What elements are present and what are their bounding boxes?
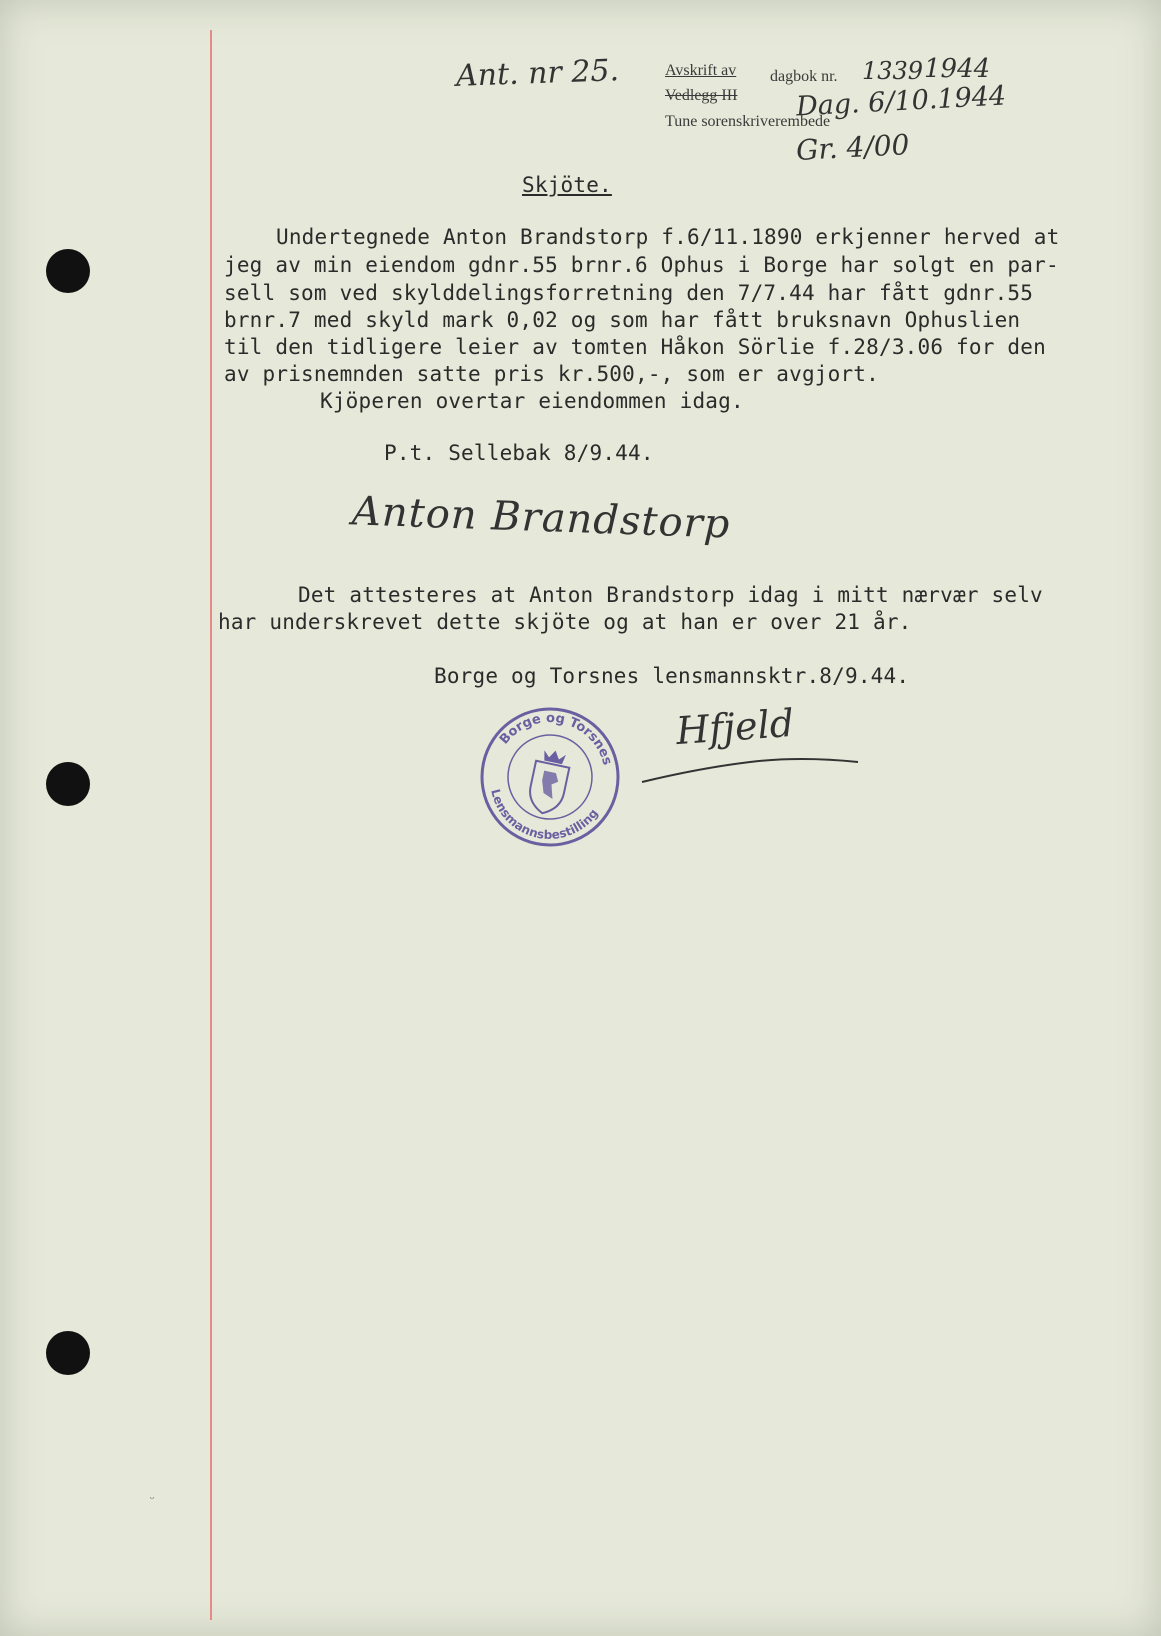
official-stamp [475,702,625,852]
officer-signature: Hfjeld [674,700,796,754]
body-line-3: sell som ved skylddelingsforretning den 7/7.44 har fått gdnr.55 [224,281,1034,305]
office-name: Tune sorenskriverembede [665,113,831,130]
dagbok-label: dagbok nr. [770,68,838,85]
stamp-bottom-text: Lensmannsbestilling [488,787,601,843]
officer-signature-stroke [640,720,860,790]
punch-hole-middle [46,762,90,806]
office-date: Borge og Torsnes lensmannsktr.8/9.44. [434,664,910,688]
attest-line-1: Det attesteres at Anton Brandstorp idag i mitt nærvær selv [298,583,1043,607]
body-line-2: jeg av min eiendom gdnr.55 brnr.6 Ophus i Borge har solgt en par- [224,253,1059,277]
date-handwritten: Dag. 6/10.1944 [795,80,1007,123]
body-line-4: brnr.7 med skyld mark 0,02 og som har fått bruksnavn Ophuslien [224,308,1021,332]
corner-mark: ᵕ [150,1492,155,1507]
reference-handwritten: Ant. nr 25. [455,53,620,94]
place-date: P.t. Sellebak 8/9.44. [384,441,654,465]
vedlegg-label: Vedlegg III [665,87,738,104]
attest-line-2: har underskrevet dette skjöte og at han er over 21 år. [218,610,912,634]
body-line-1: Undertegnede Anton Brandstorp f.6/11.1890 erkjenner herved at [276,225,1060,249]
body-line-5: til den tidligere leier av tomten Håkon Sörlie f.28/3.06 for den [224,335,1046,359]
avskrift-label: Avskrift av [665,62,737,79]
stamp-top-text: Borge og Torsnes [496,710,615,767]
punch-hole-top [46,249,90,293]
fee-handwritten: Gr. 4/00 [795,128,911,167]
document-title: Skjöte. [522,173,612,197]
body-line-7: Kjöperen overtar eiendommen idag. [320,389,744,413]
margin-line [210,30,212,1620]
seller-signature: Anton Brandstorp [351,488,732,548]
dagbok-year: 1944 [924,54,991,84]
body-line-6: av prisnemnden satte pris kr.500,-, som er avgjort. [224,362,879,386]
punch-hole-bottom [46,1331,90,1375]
dagbok-number: 1339 [862,57,924,85]
